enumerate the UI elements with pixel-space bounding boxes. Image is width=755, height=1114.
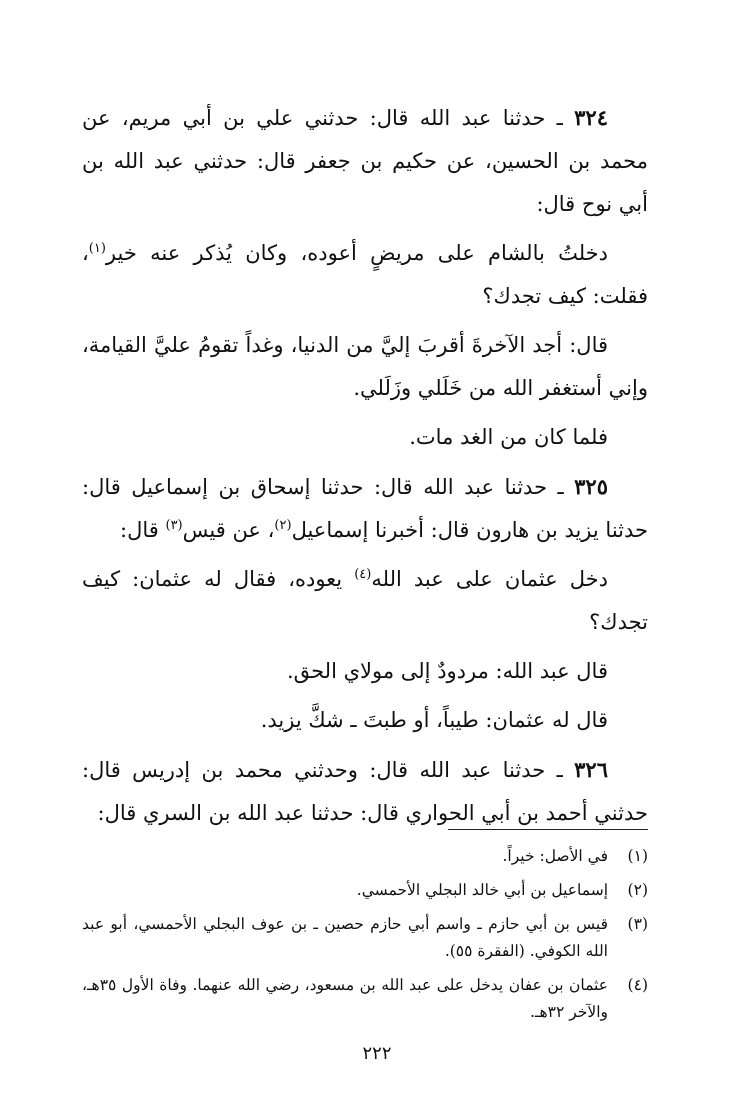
paragraph-text: يعوده، فقال له عثمان: كيف تجدك؟ (82, 567, 648, 634)
paragraph-326 (82, 748, 648, 835)
footnote-text: في الأصل: خيراً. (502, 847, 608, 865)
footnote-2 (82, 877, 648, 904)
footnote-1 (82, 843, 648, 870)
footnote-3 (82, 911, 648, 965)
footnote-number: (٣) (627, 915, 648, 933)
paragraph-text: ـ حدثنا عبد الله قال: حدثنا إسحاق بن إسماعيل قال: حدثنا يزيد بن هارون قال: أخبرنا إسماعيل (82, 475, 648, 542)
footnotes (82, 843, 648, 1033)
footnote-text: عثمان بن عفان يدخل على عبد الله بن مسعود، رضي الله عنهما. وفاة الأول ٣٥هـ، والآخر ٣٢هـ. (82, 976, 608, 1021)
paragraph-324 (82, 96, 648, 226)
paragraph-text: فلما كان من الغد مات. (409, 425, 608, 449)
paragraph-narration-1 (82, 232, 648, 318)
footnote-text: إسماعيل بن أبي خالد البجلي الأحمسي. (356, 881, 608, 899)
paragraph-text: قال: (120, 518, 166, 542)
paragraph-text: ، فقلت: كيف تجدك؟ (82, 241, 648, 308)
paragraph-325 (82, 465, 648, 552)
page-number: ٢٢٢ (362, 1043, 392, 1064)
footnote-ref-4[interactable]: (٤) (354, 567, 372, 582)
footnote-number: (١) (627, 847, 648, 865)
footnote-ref-3[interactable]: (٣) (165, 518, 183, 533)
paragraph-narration-5 (82, 650, 648, 693)
paragraph-narration-6 (82, 699, 648, 742)
footnote-ref-1[interactable]: (١) (88, 241, 106, 256)
paragraph-text: دخلتُ بالشام على مريضٍ أعوده، وكان يُذكر عنه خير (105, 241, 608, 265)
paragraph-narration-4 (82, 558, 648, 644)
footnote-4 (82, 972, 648, 1026)
paragraph-text: ، عن قيس (182, 518, 275, 542)
footnote-number: (٤) (627, 976, 648, 994)
footnote-number: (٢) (627, 881, 648, 899)
main-text (82, 96, 648, 841)
paragraph-narration-3 (82, 416, 648, 459)
footnote-text: قيس بن أبي حازم ـ واسم أبي حازم حصين ـ بن عوف البجلي الأحمسي، أبو عبد الله الكوفي. (الفقرة ٥٥). (82, 915, 609, 960)
paragraph-narration-2 (82, 324, 648, 410)
hadith-number: ٣٢٦ (574, 757, 608, 782)
hadith-number: ٣٢٥ (574, 474, 608, 499)
hadith-number: ٣٢٤ (574, 105, 608, 130)
paragraph-text: ـ حدثنا عبد الله قال: وحدثني محمد بن إدريس قال: حدثني أحمد بن أبي الحواري قال: حدثنا عبد الله بن السري قال: (82, 758, 648, 825)
paragraph-text: قال عبد الله: مردودٌ إلى مولاي الحق. (286, 659, 608, 683)
footnote-divider (448, 829, 648, 830)
paragraph-text: دخل عثمان على عبد الله (371, 567, 608, 591)
paragraph-text: قال له عثمان: طيباً، أو طبتَ ـ شكَّ يزيد. (260, 708, 608, 732)
paragraph-text: ـ حدثنا عبد الله قال: حدثني علي بن أبي مريم، عن محمد بن الحسين، عن حكيم بن جعفر قال: حدثني عبد الله بن أبي نوح قال: (82, 106, 648, 216)
paragraph-text: قال: أجد الآخرةَ أقربَ إليَّ من الدنيا، وغداً تقومُ عليَّ القيامة، وإني أستغفر الله من خَلَلي وزَلَلي. (82, 333, 648, 400)
footnote-ref-2[interactable]: (٢) (274, 518, 292, 533)
